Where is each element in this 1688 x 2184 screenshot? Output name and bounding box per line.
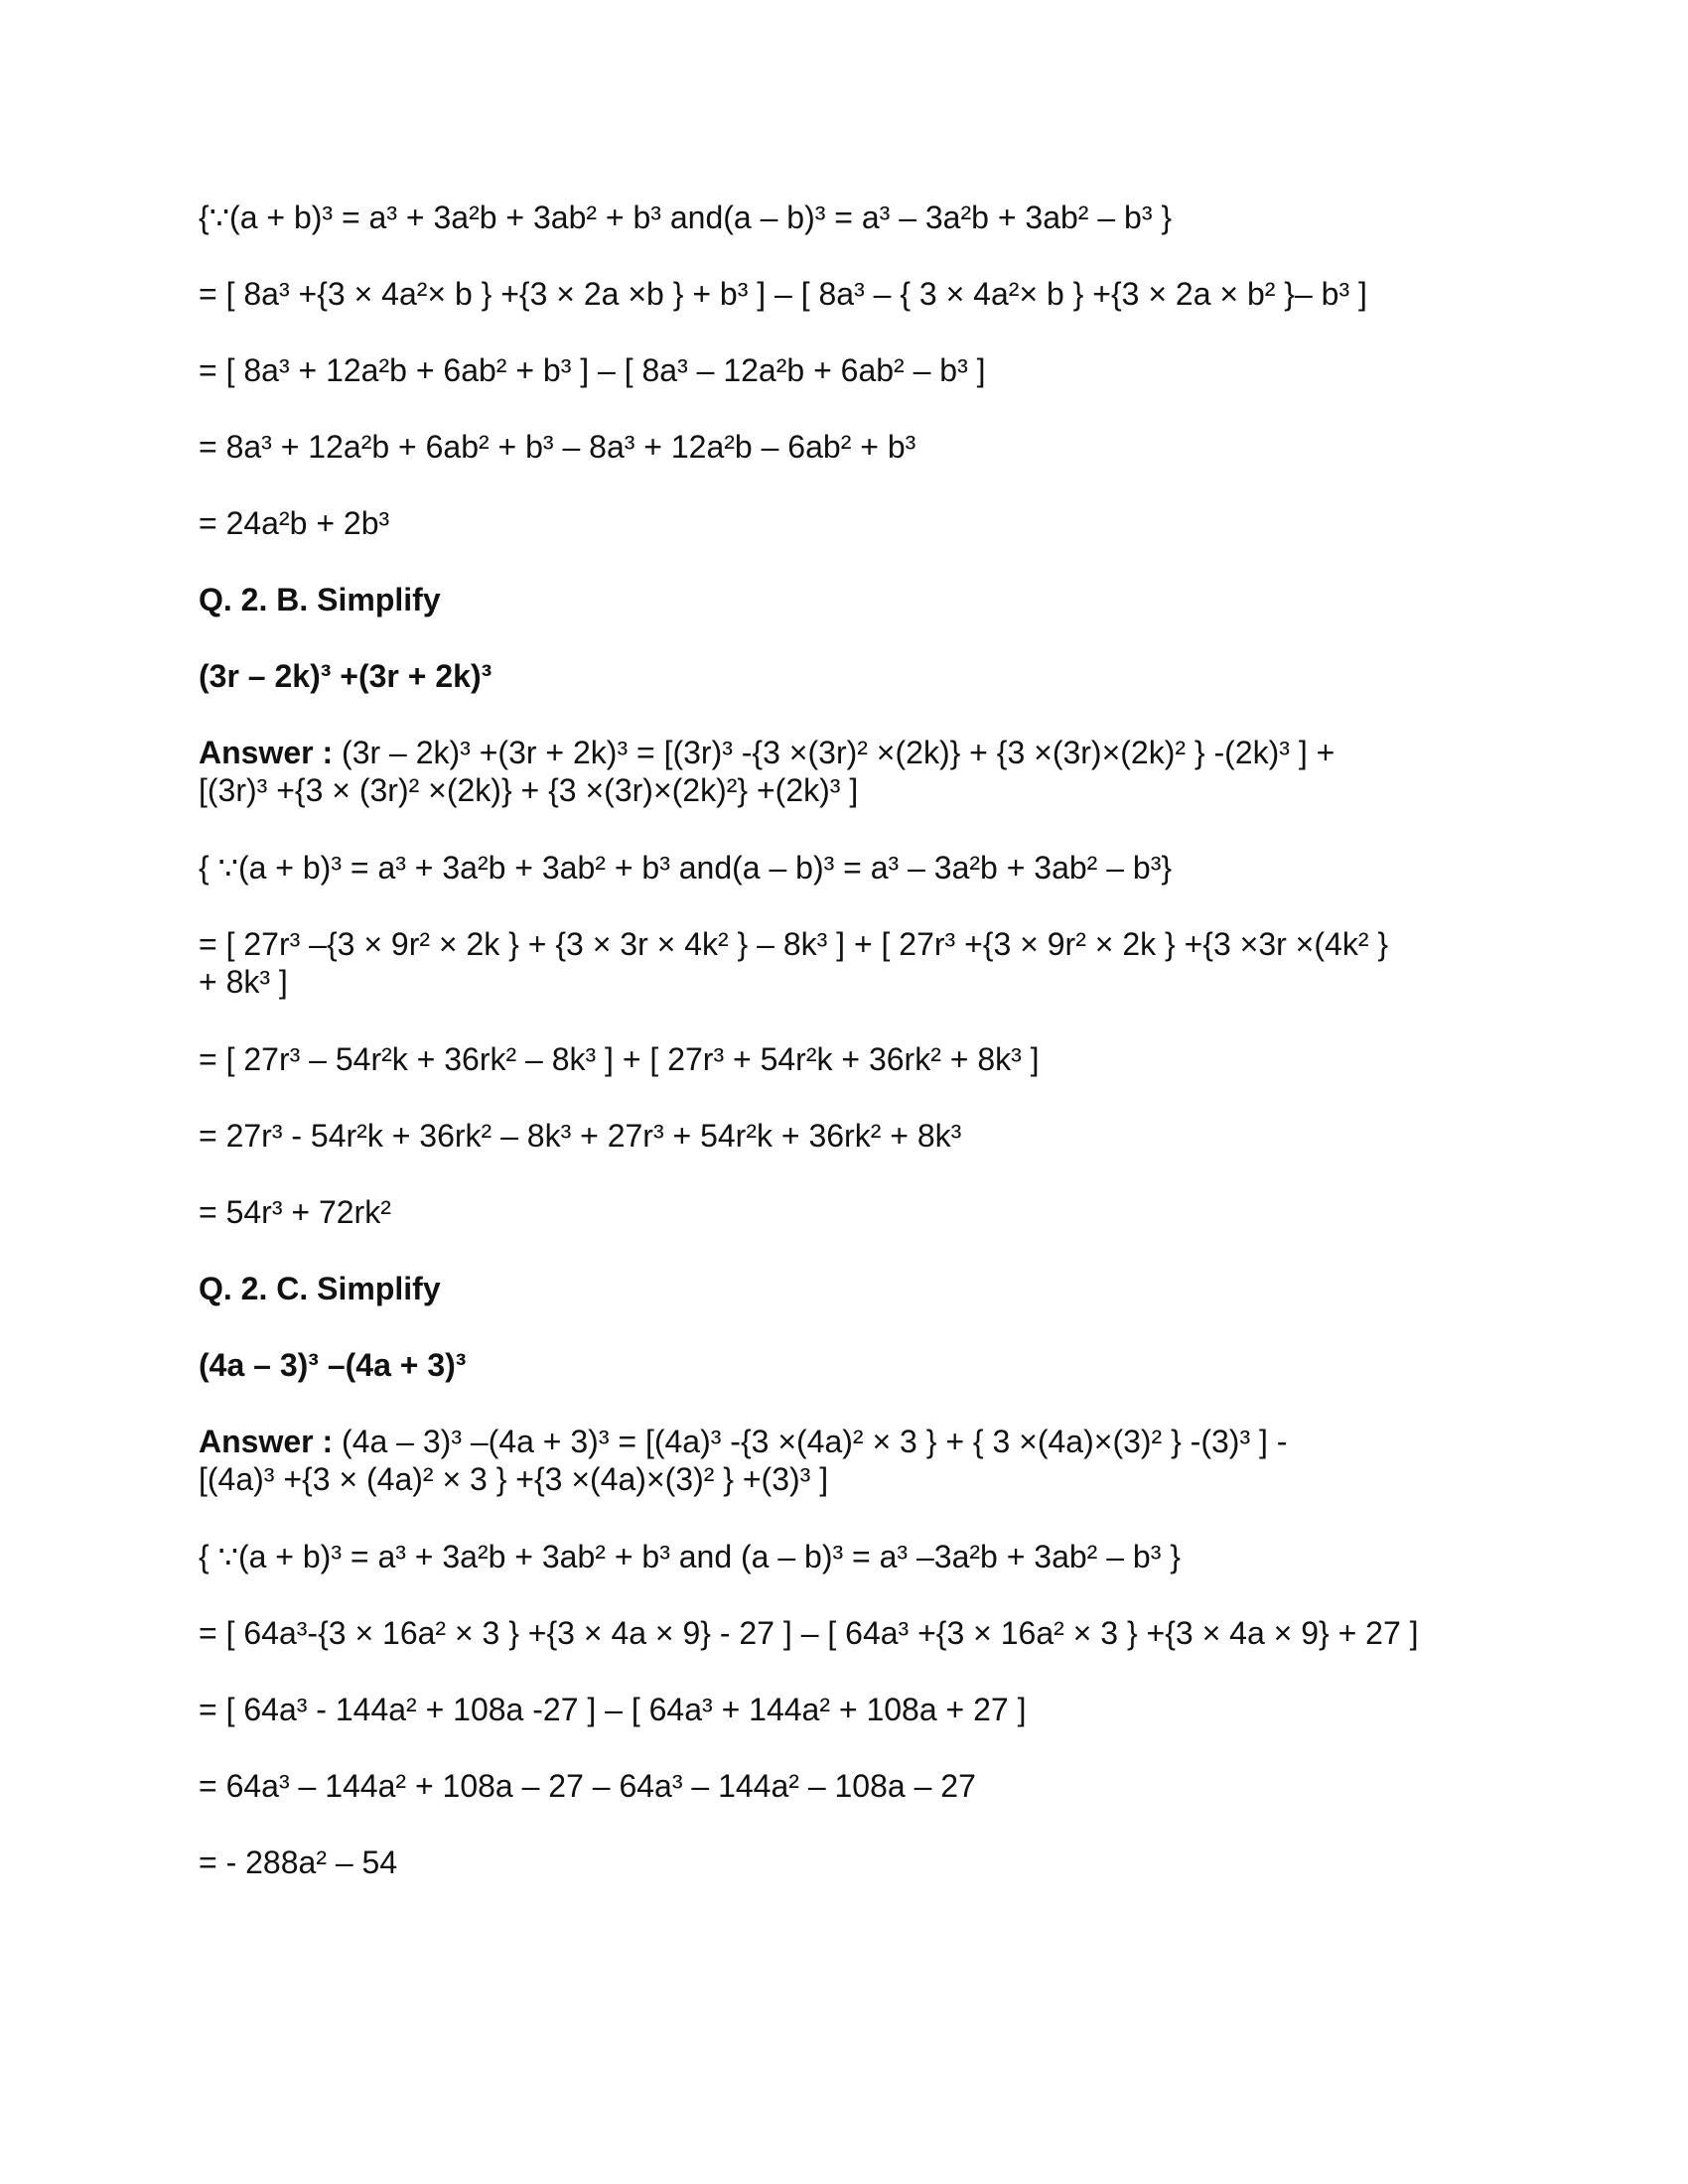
answer-line [199, 734, 1539, 771]
step-line-continued: + 8k³ ] [199, 964, 288, 1000]
result-line: = 54r³ + 72rk² [199, 1194, 391, 1230]
step-line: = [ 64a³ - 144a² + 108a -27 ] – [ 64a³ + 144a² + 108a + 27 ] [199, 1692, 1027, 1727]
step-line: = 64a³ – 144a² + 108a – 27 – 64a³ – 144a² – 108a – 27 [199, 1768, 976, 1804]
question-heading: Q. 2. B. Simplify [199, 582, 441, 617]
step-line: = [ 64a³-{3 × 16a² × 3 } +{3 × 4a × 9} - 27 ] – [ 64a³ +{3 × 16a² × 3 } +{3 × 4a × 9} + 27 ] [199, 1615, 1419, 1651]
answer-text: (3r – 2k)³ +(3r + 2k)³ = [(3r)³ -{3 ×(3r)² ×(2k)} + {3 ×(3r)×(2k)² } -(2k)³ ] + [333, 735, 1336, 770]
identity-line: { ∵(a + b)³ = a³ + 3a²b + 3ab² + b³ and(a – b)³ = a³ – 3a²b + 3ab² – b³} [199, 850, 1173, 886]
answer-label: Answer : [199, 735, 334, 770]
question-expression: (3r – 2k)³ +(3r + 2k)³ [199, 658, 492, 694]
result-line: = - 288a² – 54 [199, 1844, 398, 1880]
answer-label: Answer : [199, 1424, 334, 1459]
step-line: = [ 27r³ –{3 × 9r² × 2k } + {3 × 3r × 4k² } – 8k³ ] + [ 27r³ +{3 × 9r² × 2k } +{3 ×3r ×(4k² } [199, 926, 1389, 962]
answer-line-continued: [(4a)³ +{3 × (4a)² × 3 } +{3 ×(4a)×(3)² } +(3)³ ] [199, 1461, 829, 1497]
answer-line [199, 1423, 1539, 1460]
step-line: = 8a³ + 12a²b + 6ab² + b³ – 8a³ + 12a²b – 6ab² + b³ [199, 429, 916, 465]
step-line: = [ 27r³ – 54r²k + 36rk² – 8k³ ] + [ 27r³ + 54r²k + 36rk² + 8k³ ] [199, 1041, 1040, 1077]
identity-line: {∵(a + b)³ = a³ + 3a²b + 3ab² + b³ and(a – b)³ = a³ – 3a²b + 3ab² – b³ } [199, 200, 1173, 235]
step-line: = [ 8a³ +{3 × 4a²× b } +{3 × 2a ×b } + b³ ] – [ 8a³ – { 3 × 4a²× b } +{3 × 2a × b² }– b³ ] [199, 276, 1367, 312]
answer-text: (4a – 3)³ –(4a + 3)³ = [(4a)³ -{3 ×(4a)² × 3 } + { 3 ×(4a)×(3)² } -(3)³ ] - [333, 1424, 1288, 1459]
question-expression: (4a – 3)³ –(4a + 3)³ [199, 1347, 467, 1383]
identity-line: { ∵(a + b)³ = a³ + 3a²b + 3ab² + b³ and (a – b)³ = a³ –3a²b + 3ab² – b³ } [199, 1539, 1181, 1574]
question-heading: Q. 2. C. Simplify [199, 1271, 441, 1306]
step-line: = 27r³ - 54r²k + 36rk² – 8k³ + 27r³ + 54r²k + 36rk² + 8k³ [199, 1118, 962, 1154]
result-line: = 24a²b + 2b³ [199, 505, 390, 541]
step-line: = [ 8a³ + 12a²b + 6ab² + b³ ] – [ 8a³ – 12a²b + 6ab² – b³ ] [199, 352, 986, 388]
answer-line-continued: [(3r)³ +{3 × (3r)² ×(2k)} + {3 ×(3r)×(2k)²} +(2k)³ ] [199, 772, 859, 808]
